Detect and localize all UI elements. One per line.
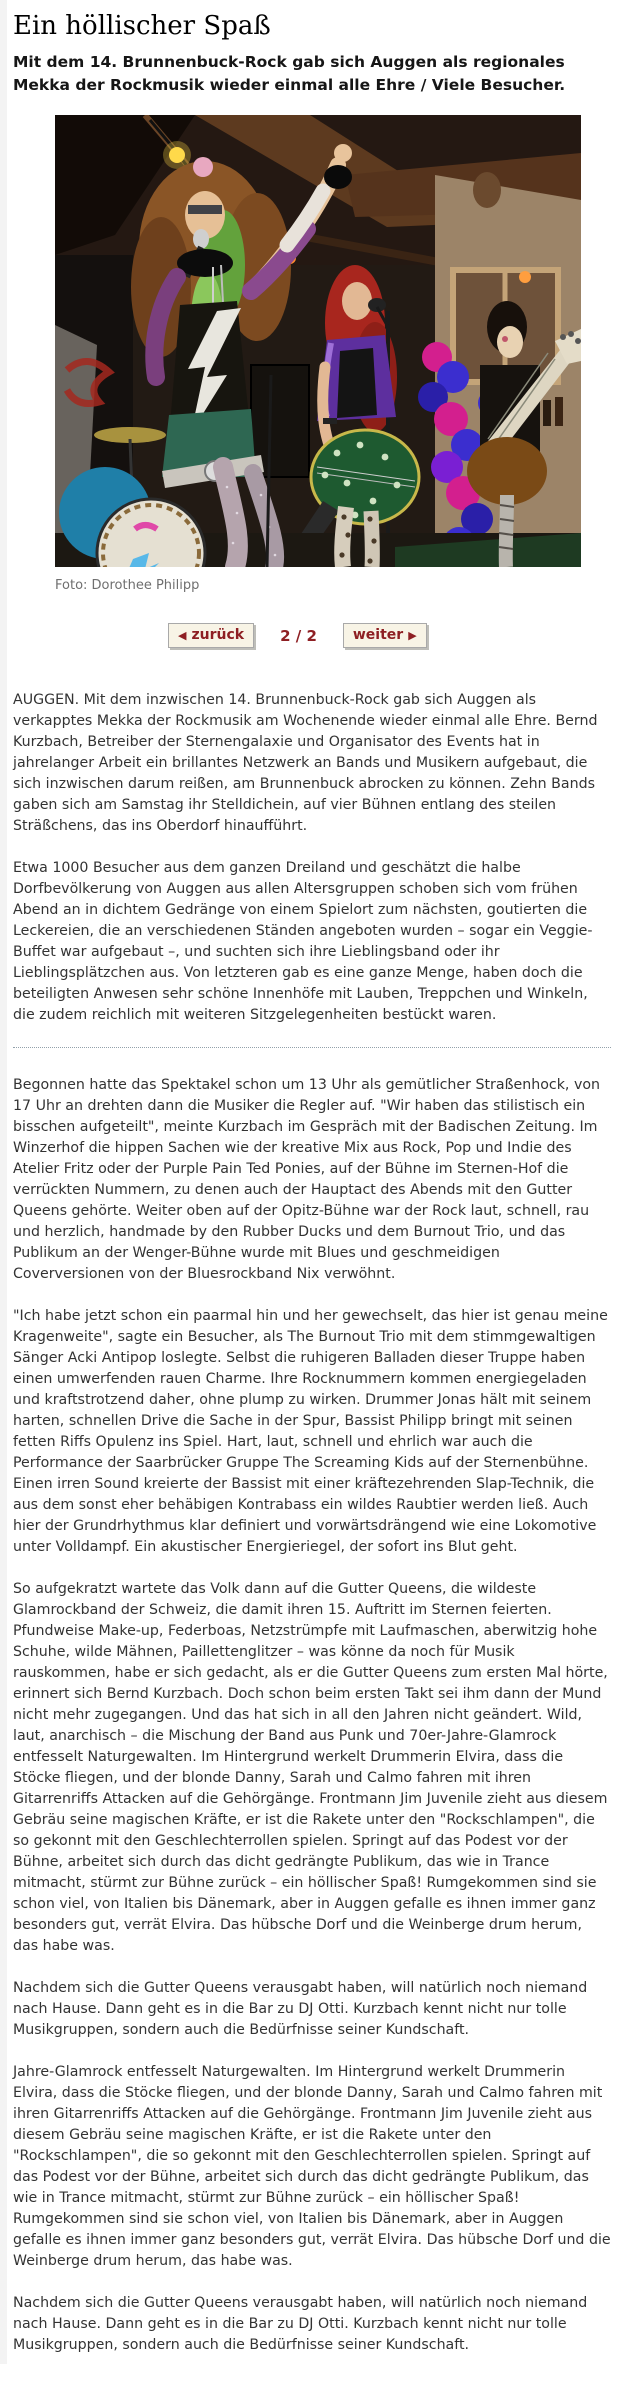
article-subtitle: Mit dem 14. Brunnenbuck-Rock gab sich Auggen als regionales Mekka der Rockmusik wieder einmal alle Ehre / Viele Besucher. (13, 53, 566, 94)
back-button-label: zurück (191, 627, 245, 643)
back-button[interactable] (168, 623, 254, 648)
next-button-label: weiter (352, 627, 404, 643)
next-button[interactable] (343, 623, 427, 648)
article-paragraph: So aufgekratzt wartete das Volk dann auf die Gutter Queens, die wildeste Glamrockband der Schweiz, die damit ihren 15. Auftritt im Sternen feierten. Pfundweise Make-up, Federboas, Netzstrümpfe mit Laufmaschen, aberwitzig hohe Schuhe, wilde Mähnen, Paillettenglitzer – was könne da noch für Musik rauskommen, habe er sich gedacht, als er die Gutter Queens zum ersten Mal hörte, erinnert sich Bernd Kurzbach. Doch schon beim ersten Takt sei ihm dann der Mund nicht mehr zugegangen. Und das hat sich in all den Jahren nicht geändert. Wild, laut, anarchisch – die Mischung der Band aus Punk und 70er-Jahre-Glamrock entfesselt Naturgewalten. Im Hintergrund werkelt Drummerin Elvira, dass die Stöcke fliegen, und der blonde Danny, Sarah und Calmo fahren mit ihren Gitarrenriffs Attacken auf die Gehörgänge. Frontmann Jim Juvenile zieht aus diesem Gebräu seine magischen Kräfte, er ist die Rakete unter den "Rockschlampen", die so gekonnt mit den Geschlechterrollen spielen. Springt auf das Podest vor der Bühne, arbeitet sich durch das dicht gedrängte Publikum, das wie in Trance mitmacht, stürmt zur Bühne zurück – ein höllischer Spaß! Rumgekommen sind sie schon viel, von Italien bis Dänemark, aber in Auggen gefalle es ihnen immer ganz besonders gut, verrät Elvira. Das hübsche Dorf und die Weinberge drum herum, das habe was. (13, 1581, 608, 1954)
back-arrow-icon: ◀ (178, 628, 187, 642)
page-indicator: 2 / 2 (280, 626, 317, 645)
next-arrow-icon: ▶ (408, 628, 417, 642)
article-paragraph: Begonnen hatte das Spektakel schon um 13 Uhr als gemütlicher Straßenhock, von 17 Uhr an drehten dann die Musiker die Regler auf. "Wir haben das stilistisch ein bisschen aufgeteilt", meinte Kurzbach im Gespräch mit der Badischen Zeitung. Im Winzerhof die hippen Sachen wie der kreative Mix aus Rock, Pop und Indie des Atelier Fritz oder der Purple Pain Ted Ponies, auf der Bühne im Sternen-Hof die verrückten Nummern, zu denen auch der Hauptact des Abends mit den Gutter Queens gehörte. Weiter oben auf der Opitz-Bühne war der Rock laut, schnell, rau und herzlich, handmade by den Rubber Ducks und dem Burnout Trio, und das Publikum an der Wenger-Bühne wurde mit Blues und geschmeidigen Coverversionen von der Bluesrockband Nix verwöhnt. (13, 1077, 601, 1282)
microphone (193, 229, 209, 249)
photo-credit: Foto: Dorothee Philipp (55, 578, 200, 593)
band-photo (55, 115, 581, 567)
article-figure (55, 115, 581, 593)
article-paragraph: Jahre-Glamrock entfesselt Naturgewalten. Im Hintergrund werkelt Drummerin Elvira, dass die Stöcke fliegen, und der blonde Danny, Sarah und Calmo fahren mit ihren Gitarrenriffs Attacken auf die Gehörgänge. Frontmann Jim Juvenile zieht aus diesem Gebräu seine magischen Kräfte, er ist die Rakete unter den "Rockschlampen", die so gekonnt mit den Geschlechterrollen spielen. Springt auf das Podest vor der Bühne, arbeitet sich durch das dicht gedrängte Publikum, das wie in Trance mitmacht, stürmt zur Bühne zurück – ein höllischer Spaß! Rumgekommen sind sie schon viel, von Italien bis Dänemark, aber in Auggen gefalle es ihnen immer ganz besonders gut, verrät Elvira. Das hübsche Dorf und die Weinberge drum herum, das habe was. (13, 2064, 611, 2269)
article-body (13, 690, 611, 2356)
article-paragraph: Etwa 1000 Besucher aus dem ganzen Dreiland und geschätzt die halbe Dorfbevölkerung von Auggen aus allen Altersgruppen schoben sich vom frühen Abend an in dichtem Gedränge von einem Spielort zum nächsten, goutierten die Leckereien, die an verschiedenen Ständen angeboten wurden – sogar ein Veggie-Buffet war aufgebaut –, und suchten sich ihre Lieblingsband oder ihr Lieblingsplätzchen aus. Von letzteren gab es eine ganze Menge, haben doch die beteiligten Anwesen sehr schöne Innenhöfe mit Lauben, Treppchen und Winkeln, die zudem reichlich mit weiteren Sitzgelegenheiten bestückt waren. (13, 860, 593, 1023)
article-paragraph: Nachdem sich die Gutter Queens verausgabt haben, will natürlich noch niemand nach Hause. Dann geht es in die Bar zu DJ Otti. Kurzbach kennt nicht nur tolle Musikgruppen, sondern auch die Bedürfnisse seiner Kundschaft. (13, 1980, 588, 2038)
owl-decoration (473, 172, 501, 208)
pagination (168, 623, 613, 648)
article-paragraph: "Ich habe jetzt schon ein paarmal hin und her gewechselt, das hier ist genau meine Kragenweite", sagte ein Besucher, als The Burnout Trio mit dem stimmgewaltigen Sänger Acki Antipop loslegte. Selbst die ruhigeren Balladen dieser Truppe haben einen umwerfenden rauen Charme. Ihre Rocknummern kommen energiegeladen und kraftstrotzend daher, ohne plump zu wirken. Drummer Jonas hält mit seinem harten, schnellen Drive die Sache in der Spur, Bassist Philipp bringt mit seinen fetten Riffs Opulenz ins Spiel. Hart, laut, schnell und ehrlich war auch die Performance der Saarbrücker Gruppe The Screaming Kids auf der Sternenbühne. Einen irren Sound kreierte der Bassist mit einer kräftezehrenden Slap-Technik, die aus dem sonst eher behäbigen Kontrabass ein wildes Raubtier werden ließ. Auch hier der Grundrhythmus klar definiert und vorwärtsdrängend wie eine Lokomotive unter Volldampf. Ein akustischer Energieriegel, der sofort ins Blut geht. (13, 1308, 608, 1555)
dotted-separator (13, 1047, 611, 1048)
article-paragraph: Nachdem sich die Gutter Queens verausgabt haben, will natürlich noch niemand nach Hause. Dann geht es in die Bar zu DJ Otti. Kurzbach kennt nicht nur tolle Musikgruppen, sondern auch die Bedürfnisse seiner Kundschaft. (13, 2295, 588, 2353)
article-paragraph: AUGGEN. Mit dem inzwischen 14. Brunnenbuck-Rock gab sich Auggen als verkapptes Mekka der Rockmusik am Wochenende wieder einmal alle Ehre. Bernd Kurzbach, Betreiber der Sternengalaxie und Organisator des Events hat in jahrelanger Arbeit ein brillantes Netzwerk an Bands und Musikern aufgebaut, die sich inzwischen darum reißen, am Brunnenbuck abrocken zu können. Zehn Bands gaben sich am Samstag ihr Stelldichein, auf vier Bühnen entlang des steilen Sträßchens, das ins Oberdorf hinaufführt. (13, 692, 598, 834)
page-title: Ein höllischer Spaß (13, 11, 271, 41)
